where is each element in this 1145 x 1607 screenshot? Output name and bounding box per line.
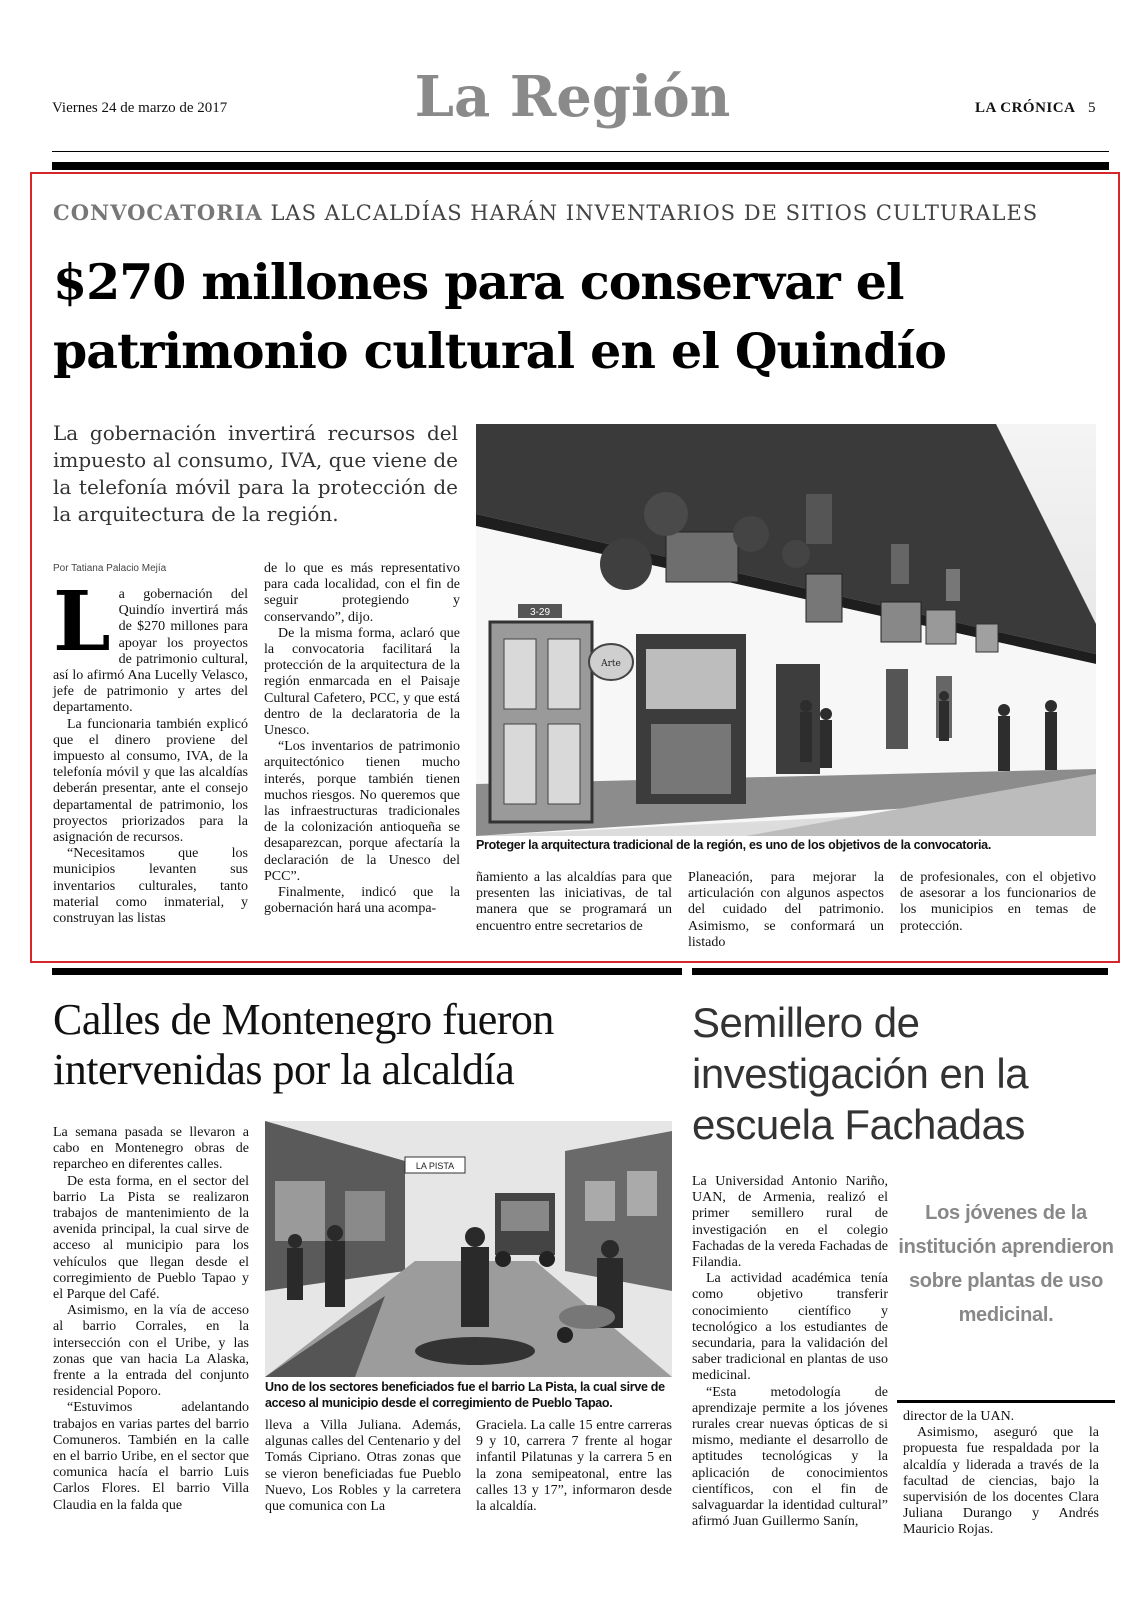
lead-headline: $270 millones para conservar el patrimonio cultural en el Quindío <box>53 253 946 380</box>
lead-col2-paragraph-4: Finalmente, indicó que la gobernación hará una acompa- <box>264 885 460 917</box>
lead-col4-text: Planeación, para mejorar la articulación con algunos aspectos del cuidado del patrimonio. Asimismo, se conformará un listado <box>688 870 884 950</box>
montenegro-photo <box>265 1121 672 1377</box>
section-rule-left <box>52 968 682 975</box>
lead-col5-text: de profesionales, con el objetivo de asesorar a los funcionarios de los municipios en temas de protección. <box>900 870 1096 934</box>
lead-deck: La gobernación invertirá recursos del impuesto al consumo, IVA, que viene de la telefonía móvil para la protección de la arquitectura de la región. <box>53 421 458 526</box>
semillero-column-1 <box>692 1174 888 1530</box>
section-title: La Región <box>414 64 731 130</box>
lead-col3-text: ñamiento a las alcaldías para que presenten las iniciativas, de tal manera que se programará un encuentro entre secretarios de <box>476 870 672 934</box>
montenegro-col1-paragraph-3: Asimismo, en la vía de acceso al barrio Corrales, en la intersección con el Uribe, y las zonas que van hacia La Alaska, frente a la entrada del conjunto residencial Poporo. <box>53 1303 249 1400</box>
lead-column-4 <box>688 870 884 951</box>
montenegro-col1-paragraph-4: “Estuvimos adelantando trabajos en varias partes del barrio Comuneros. También en la calle en el barrio Uribe, en el sector que comunica hacía el barrio Luis Carlos Flores. El barrio Villa Claudia en la falda que <box>53 1400 249 1513</box>
montenegro-col3-text: Graciela. La calle 15 entre carreras 9 y 10, carrera 7 frente al hogar infantil Pilatunas y la carrera 5 en la zona semipeatonal, entre las calles 13 y 17”, informaron desde la alcaldía. <box>476 1418 672 1515</box>
montenegro-column-2 <box>265 1418 461 1515</box>
street-repair-image <box>265 1121 672 1377</box>
house-number-sign: 3-29 <box>529 607 551 618</box>
lead-col2-paragraph-2: De la misma forma, aclaró que la convocatoria facilitará la protección de la arquitectura de la región enmarcada en el Paisaje Cultural Cafetero, PCC, y que está dentro de la declaratoria de la Unesco. <box>264 625 460 739</box>
montenegro-column-3 <box>476 1418 672 1515</box>
montenegro-headline: Calles de Montenegro fueron intervenidas por la alcaldía <box>53 995 554 1094</box>
semillero-col2-paragraph-1: director de la UAN. <box>903 1409 1015 1424</box>
semillero-col1-paragraph-1: La Universidad Antonio Nariño, UAN, de Armenia, realizó el primer semillero rural de investigación en el colegio Fachadas de la vereda Fachadas de Filandia. <box>692 1174 888 1271</box>
montenegro-column-1 <box>53 1125 249 1514</box>
semillero-col1-paragraph-3: “Esta metodología de aprendizaje permite a los jóvenes rurales crear nuevas ópticas de si mismo, mediante el desarrollo de aptitudes tecnológicas y la aplicación de conocimientos científicos, con el fin de salvaguardar la identidad cultural” afirmó Juan Guillermo Sanín, <box>692 1384 888 1530</box>
colonial-street-image <box>476 424 1096 836</box>
kicker-label: CONVOCATORIA <box>53 200 263 225</box>
lead-byline: Por Tatiana Palacio Mejía <box>53 563 167 574</box>
lead-photo <box>476 424 1096 836</box>
lead-photo-caption: Proteger la arquitectura tradicional de la región, es uno de los objetivos de la convocatoria. <box>476 838 991 852</box>
dropcap-letter: L <box>53 574 111 670</box>
semillero-pull-quote: Los jóvenes de la institución aprendieron sobre plantas de uso medicinal. <box>898 1202 1114 1326</box>
montenegro-col1-paragraph-2: De esta forma, en el sector del barrio La Pista se realizaron trabajos de mantenimiento de la avenida principal, la cual sirve de acceso al municipio para los vehículos que llegan desde el corregimiento de Pueblo Tapao y el Parque del Café. <box>53 1173 249 1303</box>
semillero-column-2 <box>903 1409 1099 1539</box>
lead-column-1 <box>53 574 248 927</box>
lead-column-2 <box>264 561 460 917</box>
lead-col2-paragraph-1: de lo que es más representativo para cada localidad, con el fin de seguir protegiendo y conservando”, dijo. <box>264 561 460 625</box>
kicker-text: LAS ALCALDÍAS HARÁN INVENTARIOS DE SITIOS CULTURALES <box>270 201 1039 225</box>
issue-date: Viernes 24 de marzo de 2017 <box>52 100 228 116</box>
semillero-headline: Semillero de investigación en la escuela Fachadas <box>692 999 1029 1148</box>
street-sign-text: LA PISTA <box>415 1161 455 1171</box>
lead-col1-paragraph-3: “Necesitamos que los municipios levanten sus inventarios culturales, tanto material como inmaterial, y construyan las listas <box>53 846 248 927</box>
montenegro-col2-text: lleva a Villa Juliana. Además, algunas calles del Centenario y del Tomás Cipriano. Otras zonas que se vieron beneficiadas fue Pueblo Nuevo, Los Robles y la carretera que comunica con La <box>265 1418 461 1515</box>
lead-col1-paragraph-2: La funcionaria también explicó que el dinero proviene del impuesto al consumo, IVA, de la telefonía móvil y que las alcaldías deberán presentar, ante el consejo departamental de patrimonio, los proyectos priorizados para la asignación de recursos. <box>53 716 248 846</box>
montenegro-col1-paragraph-1: La semana pasada se llevaron a cabo en Montenegro obras de reparcheo en diferentes calles. <box>53 1125 249 1173</box>
shop-sign-text: Arte <box>601 659 621 669</box>
lead-col2-paragraph-3: “Los inventarios de patrimonio arquitectónico tienen mucho interés, porque también tienen muchos riesgos. No queremos que las infraestructuras tradicionales de la colonización antioqueña se desaparezcan, porque afectaría la declaración de la Unesco del PCC”. <box>264 739 460 884</box>
pull-quote-rule <box>897 1400 1115 1403</box>
masthead-rule-thin <box>52 151 1109 152</box>
semillero-col2-paragraph-2: Asimismo, aseguró que la propuesta fue respaldada por la alcaldía y liderada a través de la facultad de ciencias, bajo la supervisión de los docentes Clara Juliana Durango y Andrés Mauricio Rojas. <box>903 1425 1099 1538</box>
lead-kicker <box>53 200 1038 225</box>
newspaper-name: LA CRÓNICA <box>975 100 1076 116</box>
semillero-col1-paragraph-2: La actividad académica tenía como objetivo transferir conocimiento científico y tecnológico a los estudiantes de secundaria, para la validación del saber tradicional en plantas de uso medicinal. <box>692 1271 888 1384</box>
lead-col1-paragraph-1: a gobernación del Quindío invertirá más de $270 millones para apoyar los proyectos de patrimonio cultural, así lo afirmó Ana Lucelly Velasco, jefe de patrimonio y artes del departamento. <box>53 587 248 716</box>
lead-column-3 <box>476 870 672 935</box>
montenegro-photo-caption: Uno de los sectores beneficiados fue el barrio La Pista, la cual sirve de acceso al municipio desde el corregimiento de Pueblo Tapao. <box>265 1380 665 1410</box>
masthead-rule-thick <box>52 162 1109 170</box>
section-rule-right <box>692 968 1108 975</box>
lead-column-5 <box>900 870 1096 935</box>
page-number: 5 <box>1088 100 1096 116</box>
